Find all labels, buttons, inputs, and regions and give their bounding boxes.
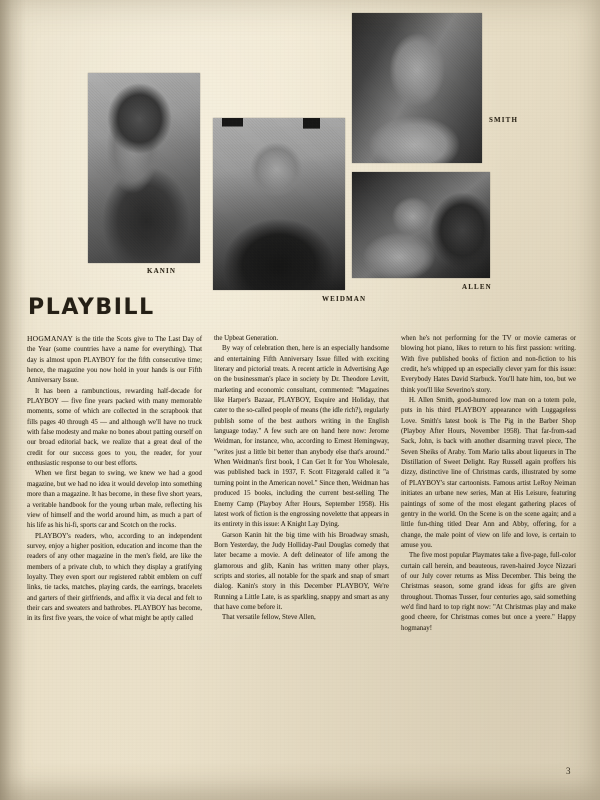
paragraph-text: When we first began to swing, we knew we had a good magazine, but we had no idea it would develop into something more than a magazine. It has become, in these five short years, a veritable handbook for the young urban male, reflecting his view of himself and the world around him, as much a part of his life as his hi-fi, sports car and Scotch on the rocks. [27,470,202,530]
paragraph-text: Garson Kanin hit the big time with his Broadway smash, Born Yesterday, the Judy Holliday-Paul Douglas comedy that later became a movie. A deft delineator of life among the glamorous and glib, Kanin has written many other plays, scripts and stories, all notable for the spark and snap of smart dialog. Kanin's story in this December PLAYBOY, We're Running a Little Late, is as sparkling, snappy and smart as any that have come before it. [214,531,389,611]
paragraph-text: That versatile fellow, Steve Allen, [222,614,316,622]
photo-smith [352,13,482,163]
paragraph-text: when he's not performing for the TV or movie cameras or blowing hot piano, likes to return to his first passion: writing. With five published books of fiction and non-fiction to his credit, he's whipped up an especially clever yarn for this issue: Everybody Hates David Starbuck. You'll hate him, too, but we think you'll like Severino's story. [401,335,576,394]
page-title: PLAYBILL [28,295,155,320]
photo-allen [352,172,490,278]
text-column-3 [401,334,576,786]
paragraph-text: H. Allen Smith, good-humored low man on a totem pole, puts in his third PLAYBOY appearance with Luggageless Love. Smith's latest book is The Pig in the Barber Shop (Playboy After Hours, November 1958). That far-from-sad Sack, John, is back with another disarming travel piece, The Seven Sheiks of Araby. Tom Mario talks about liqueurs in The Distillation of Sweet Delight. Ray Russell again proffers his dizzy, distinctive line of Christmas cards, illustrated by some of PLAYBOY's star cartoonists. Famous artist LeRoy Neiman initiates an urbane new series, Man at His Leisure, featuring paintings of some of the most elegant gathering places of gentry in the world. On the Scene is on the scene again; and a little fun-thing titled Dear Ann and Abby, offering, for a change, the male point of view on life and love, is certain to amuse you. [401,397,576,549]
dropcap-smallcaps: HOGMANAY [27,334,74,343]
paragraph [214,344,389,530]
paragraph [27,387,202,470]
page-gutter-shadow [0,0,26,800]
paragraph-text: the Upbeat Generation. [214,335,279,342]
page-number: 3 [566,766,571,776]
photo-caption-kanin: KANIN [147,267,177,275]
article-body [27,334,576,786]
halftone-overlay [352,172,490,278]
photo-weidman [213,118,345,290]
paragraph [214,613,389,623]
halftone-overlay [88,73,200,263]
paragraph [214,334,389,344]
photo-kanin [88,73,200,263]
paragraph-text: It has been a rambunctious, rewarding half-decade for PLAYBOY — five fine years packed with many memorable moments, some of which are collected in the scrapbook that fills pages 40 through 45 — and although we'll have no truck with false modesty and make no bones about patting ourself on our broad editorial back, we realize that a great deal of the credit for our success goes to you, the reader, for your enthusiastic response to our best efforts. [27,387,202,468]
paragraph [401,551,576,634]
paragraph-text: PLAYBOY's readers, who, according to an independent survey, enjoy a higher position, education and income than the readers of any other magazine in the men's field, are like the members of a private club, to which they display a gratifying loyalty. They even sport our registered rabbit emblem on cuff links, tie tacks, matches, playing cards, the earrings, bracelets and garters of their girlfriends, and affix it via decal and felt to their cars and sweaters and bathrobes. PLAYBOY has become, in its first five years, the voice of what might be aptly called [27,532,202,623]
halftone-overlay [213,118,345,290]
paragraph [401,334,576,396]
paragraph-text: is the title the Scots give to The Last Day of the Year (some countries have a name for everything). That day is almost upon PLAYBOY for the fifth consecutive time; hence, the magazine you now hold in your hands is our Fifth Anniversary Issue. [27,336,202,385]
paragraph [214,531,389,614]
paragraph [401,396,576,551]
halftone-overlay [352,13,482,163]
photo-caption-allen: ALLEN [462,283,492,291]
paragraph-text: The five most popular Playmates take a five-page, full-color curtain call herein, and beauteous, raven-haired Joyce Nizzari of our July cover returns as Miss December. This being the Christmas season, some grand ideas for gifts are given throughout. Thomas Tusser, four centuries ago, said something we'd find hard to top right now: "At Christmas play and make good cheere, for Christmas comes but once a yeere." Happy hogmanay! [401,552,576,632]
photo-caption-weidman: WEIDMAN [322,295,367,303]
paragraph-text: By way of celebration then, here is an especially handsome and entertaining Fifth Anniversary Issue filled with exciting literary and pictorial treats. A recent article in Advertising Age on the businessman's place in society by Dr. Theodore Levitt, marketing and economic consultant, commented: "Magazines like Harper's Bazaar, PLAYBOY, Esquire and Holiday, that cater to the so-called people of means (the idle rich?), regularly publish some of the best authors writing in the English language today." A few such are on hand here now: Jerome Weidman, for instance, who, according to Ernest Hemingway, "writes just a little bit better than anybody else that's around." When Weidman's first book, I Can Get It for You Wholesale, was published back in 1937, F. Scott Fitzgerald called it "a turning point in the American novel." Since then, Weidman has produced 15 books, including the current best-selling The Enemy Camp (Playboy After Hours, September 1958). His latest work of fiction is the engrossing novelette that appears in its entirety in this issue: A Knight Lay Dying. [214,345,389,529]
photo-caption-smith: SMITH [489,116,519,124]
paragraph [27,334,202,387]
text-column-2 [214,334,389,786]
paragraph [27,469,202,531]
text-column-1 [27,334,202,786]
paragraph [27,532,202,625]
